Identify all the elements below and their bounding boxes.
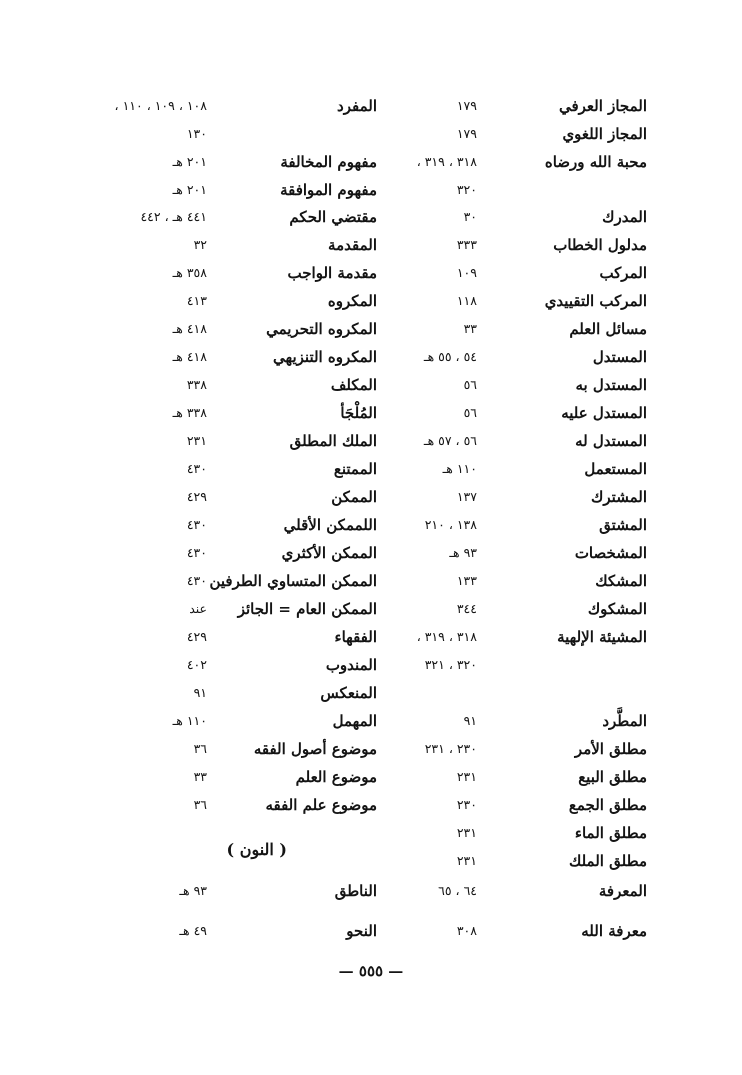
index-pages: ٢٣٠: [456, 797, 477, 812]
index-row: [0, 234, 742, 260]
index-row: [0, 598, 742, 624]
index-pages: ٤١٣: [186, 293, 207, 308]
index-pages: ٤٠٢: [186, 657, 207, 672]
index-term: مسائل العلم: [569, 320, 647, 338]
index-row: [0, 458, 742, 484]
index-pages: ٣٥٨ هـ: [172, 265, 207, 280]
index-pages: ٣٣٨ هـ: [172, 405, 207, 420]
index-term: المكروه التنزيهي: [273, 348, 377, 366]
index-pages: ٣١٨ ، ٣١٩ ،: [416, 154, 477, 169]
index-pages: ١٠٩: [456, 265, 477, 280]
index-term: مطلق الجمع: [568, 796, 647, 814]
index-pages: ١٣٧: [456, 489, 477, 504]
index-pages: ٤٩ هـ: [179, 923, 207, 938]
index-pages: ٩١: [193, 685, 207, 700]
index-term: المشترك: [591, 488, 647, 506]
index-row: [0, 738, 742, 764]
index-row: [0, 542, 742, 568]
index-term: المقدمة: [328, 236, 377, 254]
index-pages: ٣٤٤: [456, 601, 477, 616]
index-row: [0, 374, 742, 400]
section-heading-noon: ( النون ): [226, 840, 287, 859]
index-pages: ٩٣ هـ: [179, 883, 207, 898]
index-pages: ٤٣٠: [186, 545, 207, 560]
index-term: محبة الله ورضاه: [544, 153, 647, 171]
index-pages: عند: [189, 601, 207, 616]
index-term: الممكن الأكثري: [281, 544, 377, 562]
index-row: [0, 850, 742, 876]
index-term: مقدمة الواجب: [287, 264, 377, 282]
index-row: [0, 486, 742, 512]
index-term: المعرفة: [598, 882, 647, 900]
index-pages: ٦٤ ، ٦٥: [438, 883, 477, 898]
index-pages: ٤٣٠: [186, 573, 207, 588]
index-term: المستعمل: [584, 460, 647, 478]
index-term: مقتضي الحكم: [289, 208, 377, 226]
index-pages: ٤٤١ هـ ، ٤٤٢: [140, 209, 207, 224]
index-row: [0, 794, 742, 820]
index-term: موضوع علم الفقه: [265, 796, 377, 814]
index-row: [0, 123, 742, 149]
index-pages: ٢٣١: [456, 769, 477, 784]
index-term: المكروه التحريمي: [266, 320, 377, 338]
index-pages: ٤١٨ هـ: [172, 321, 207, 336]
index-term: المستدل: [592, 348, 647, 366]
index-row: [0, 206, 742, 232]
index-pages: ١٣٠: [186, 126, 207, 141]
index-pages: ٥٦: [463, 405, 477, 420]
index-pages: ١٧٩: [456, 126, 477, 141]
index-row: [0, 346, 742, 372]
index-pages: ٢٠١ هـ: [172, 154, 207, 169]
index-term: المستدل له: [575, 432, 647, 450]
index-pages: ٤٢٩: [186, 489, 207, 504]
index-pages: ٩٣ هـ: [449, 545, 477, 560]
index-term: الممتنع: [333, 460, 377, 478]
index-pages: ٣٣: [193, 769, 207, 784]
index-pages: ٣١٨ ، ٣١٩ ،: [416, 629, 477, 644]
index-term: المهمل: [332, 712, 377, 730]
index-pages: ٤٢٩: [186, 629, 207, 644]
index-pages: ٤١٨ هـ: [172, 349, 207, 364]
index-row: [0, 626, 742, 652]
index-term: مفهوم المخالفة: [280, 153, 377, 171]
index-row: [0, 570, 742, 596]
index-term: مفهوم الموافقة: [280, 181, 377, 199]
index-row: [0, 880, 742, 906]
index-row: [0, 95, 742, 121]
index-term: مدلول الخطاب: [553, 236, 647, 254]
index-term: الممكن: [331, 488, 377, 506]
index-term: النحو: [346, 922, 377, 940]
index-row: [0, 514, 742, 540]
index-term: موضوع أصول الفقه: [253, 740, 377, 758]
index-pages: ٢٣١: [186, 433, 207, 448]
index-term: الناطق: [334, 882, 377, 900]
index-pages: ٣٣٣: [456, 237, 477, 252]
index-pages: ١١٠ هـ: [172, 713, 207, 728]
index-pages: ٣٢٠ ، ٣٢١: [424, 657, 477, 672]
index-term: المجاز اللغوي: [562, 125, 647, 143]
index-term: مطلق الماء: [574, 824, 647, 842]
index-term: المكروه: [327, 292, 377, 310]
index-row: [0, 682, 742, 708]
index-row: [0, 179, 742, 205]
index-term: المستدل به: [575, 376, 647, 394]
index-pages: ٩١: [463, 713, 477, 728]
index-pages: ١١٨: [456, 293, 477, 308]
index-pages: ٥٦: [463, 377, 477, 392]
index-term: المجاز العرفي: [558, 97, 647, 115]
index-pages: ٣٢٠: [456, 182, 477, 197]
index-row: [0, 920, 742, 946]
index-term: المشتق: [599, 516, 647, 534]
index-pages: ١٠٨ ، ١٠٩ ، ١١٠ ،: [114, 98, 207, 113]
index-term: المندوب: [325, 656, 377, 674]
index-pages: ٣٣: [463, 321, 477, 336]
index-pages: ٣٠٨: [456, 923, 477, 938]
index-pages: ٢٣١: [456, 825, 477, 840]
index-term: اللممكن الأقلي: [283, 516, 377, 534]
index-row: [0, 318, 742, 344]
index-term: مطلق البيع: [578, 768, 647, 786]
index-pages: ٣٣٨: [186, 377, 207, 392]
index-term: موضوع العلم: [295, 768, 377, 786]
index-term: مطلق الملك: [568, 852, 647, 870]
index-term: المركب التقييدي: [544, 292, 647, 310]
index-term: المستدل عليه: [561, 404, 647, 422]
index-term: المشخصات: [574, 544, 647, 562]
index-term: المشكك: [595, 572, 647, 590]
index-pages: ٢٣٠ ، ٢٣١: [424, 741, 477, 756]
index-pages: ٣٢: [193, 237, 207, 252]
index-row: [0, 766, 742, 792]
index-row: [0, 151, 742, 177]
index-term: المركب: [599, 264, 647, 282]
index-term: المنعكس: [320, 684, 377, 702]
index-row: [0, 262, 742, 288]
index-term: المشكوك: [587, 600, 647, 618]
index-term: المدرك: [602, 208, 647, 226]
index-row: [0, 654, 742, 680]
index-term: المشيئة الإلهية: [557, 628, 647, 646]
index-pages: ٤٣٠: [186, 461, 207, 476]
index-row: [0, 822, 742, 848]
index-term: المكلف: [330, 376, 377, 394]
index-pages: ١٣٣: [456, 573, 477, 588]
index-term: الممكن العام = الجائز: [237, 600, 377, 618]
index-pages: ٤٣٠: [186, 517, 207, 532]
index-term: مطلق الأمر: [574, 740, 647, 758]
index-term: المفرد: [337, 97, 377, 115]
index-row: [0, 710, 742, 736]
index-pages: ٢٣١: [456, 853, 477, 868]
index-term: المطَّرد: [602, 712, 647, 730]
index-pages: ١١٠ هـ: [442, 461, 477, 476]
index-term: المُلْجَأ: [340, 404, 377, 422]
index-pages: ٥٤ ، ٥٥ هـ: [423, 349, 477, 364]
index-term: الممكن المتساوي الطرفين: [209, 572, 377, 590]
index-pages: ٥٦ ، ٥٧ هـ: [423, 433, 477, 448]
index-term: الملك المطلق: [289, 432, 377, 450]
index-pages: ١٧٩: [456, 98, 477, 113]
page-number: — ٥٥٥ —: [338, 962, 404, 980]
index-row: [0, 402, 742, 428]
index-pages: ٣٠: [463, 209, 477, 224]
index-term: معرفة الله: [581, 922, 647, 940]
index-pages: ١٣٨ ، ٢١٠: [424, 517, 477, 532]
index-term: الفقهاء: [334, 628, 377, 646]
index-row: [0, 430, 742, 456]
index-pages: ٢٠١ هـ: [172, 182, 207, 197]
index-row: [0, 290, 742, 316]
index-pages: ٣٦: [193, 797, 207, 812]
index-pages: ٣٦: [193, 741, 207, 756]
